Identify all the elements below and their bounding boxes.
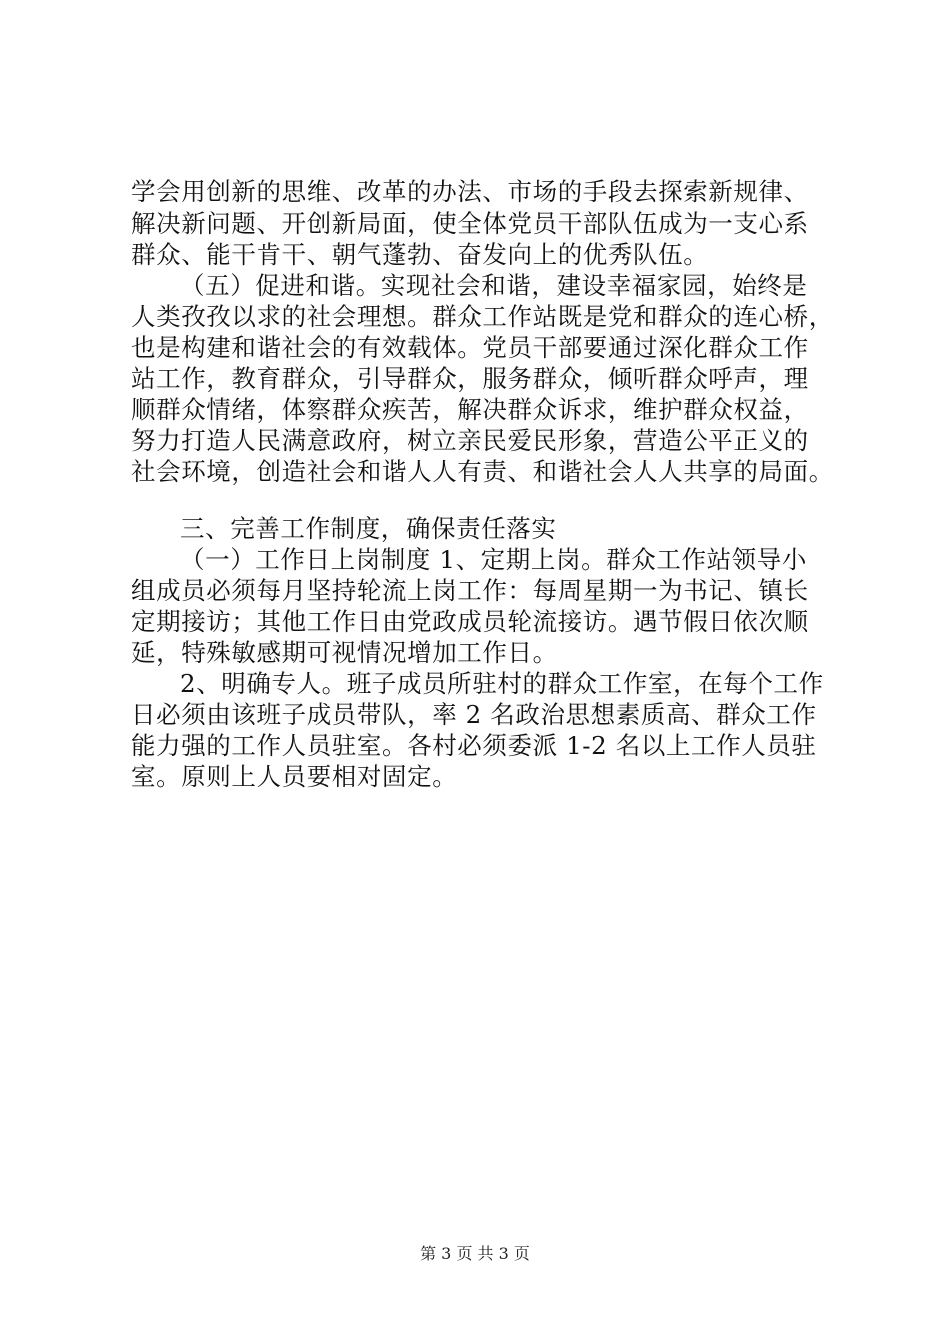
body-line: 社会环境，创造社会和谐人人有责、和谐社会人人共享的局面。 [131, 457, 834, 486]
body-line: 人类孜孜以求的社会理想。群众工作站既是党和群众的连心桥， [131, 302, 834, 331]
page-footer: 第 3 页 共 3 页 [420, 1244, 530, 1263]
body-line: 延，特殊敏感期可视情况增加工作日。 [131, 638, 558, 667]
section-heading: 三、完善工作制度，确保责任落实 [180, 514, 557, 543]
body-line: 组成员必须每月坚持轮流上岗工作：每周星期一为书记、镇长 [131, 576, 809, 605]
body-line: 室。原则上人员要相对固定。 [131, 762, 458, 791]
body-line: 解决新问题、开创新局面，使全体党员干部队伍成为一支心系 [131, 209, 809, 238]
body-line: 2、明确专人。班子成员所驻村的群众工作室，在每个工作 [180, 669, 824, 698]
body-line: 群众、能干肯干、朝气蓬勃、奋发向上的优秀队伍。 [131, 240, 709, 269]
body-line: 定期接访；其他工作日由党政成员轮流接访。遇节假日依次顺 [131, 607, 809, 636]
body-line: 也是构建和谐社会的有效载体。党员干部要通过深化群众工作 [131, 333, 809, 362]
body-line: 能力强的工作人员驻室。各村必须委派 1-2 名以上工作人员驻 [131, 731, 817, 760]
body-line: 顺群众情绪，体察群众疾苦，解决群众诉求，维护群众权益， [131, 395, 809, 424]
body-line: （五）促进和谐。实现社会和谐，建设幸福家园，始终是 [180, 271, 808, 300]
body-line: 学会用创新的思维、改革的办法、市场的手段去探索新规律、 [131, 177, 809, 206]
body-line: 努力打造人民满意政府，树立亲民爱民形象，营造公平正义的 [131, 426, 809, 455]
body-line: （一）工作日上岗制度 1、定期上岗。群众工作站领导小 [180, 545, 807, 574]
body-line: 站工作，教育群众，引导群众，服务群众，倾听群众呼声，理 [131, 364, 809, 393]
body-line: 日必须由该班子成员带队，率 2 名政治思想素质高、群众工作 [131, 700, 817, 729]
